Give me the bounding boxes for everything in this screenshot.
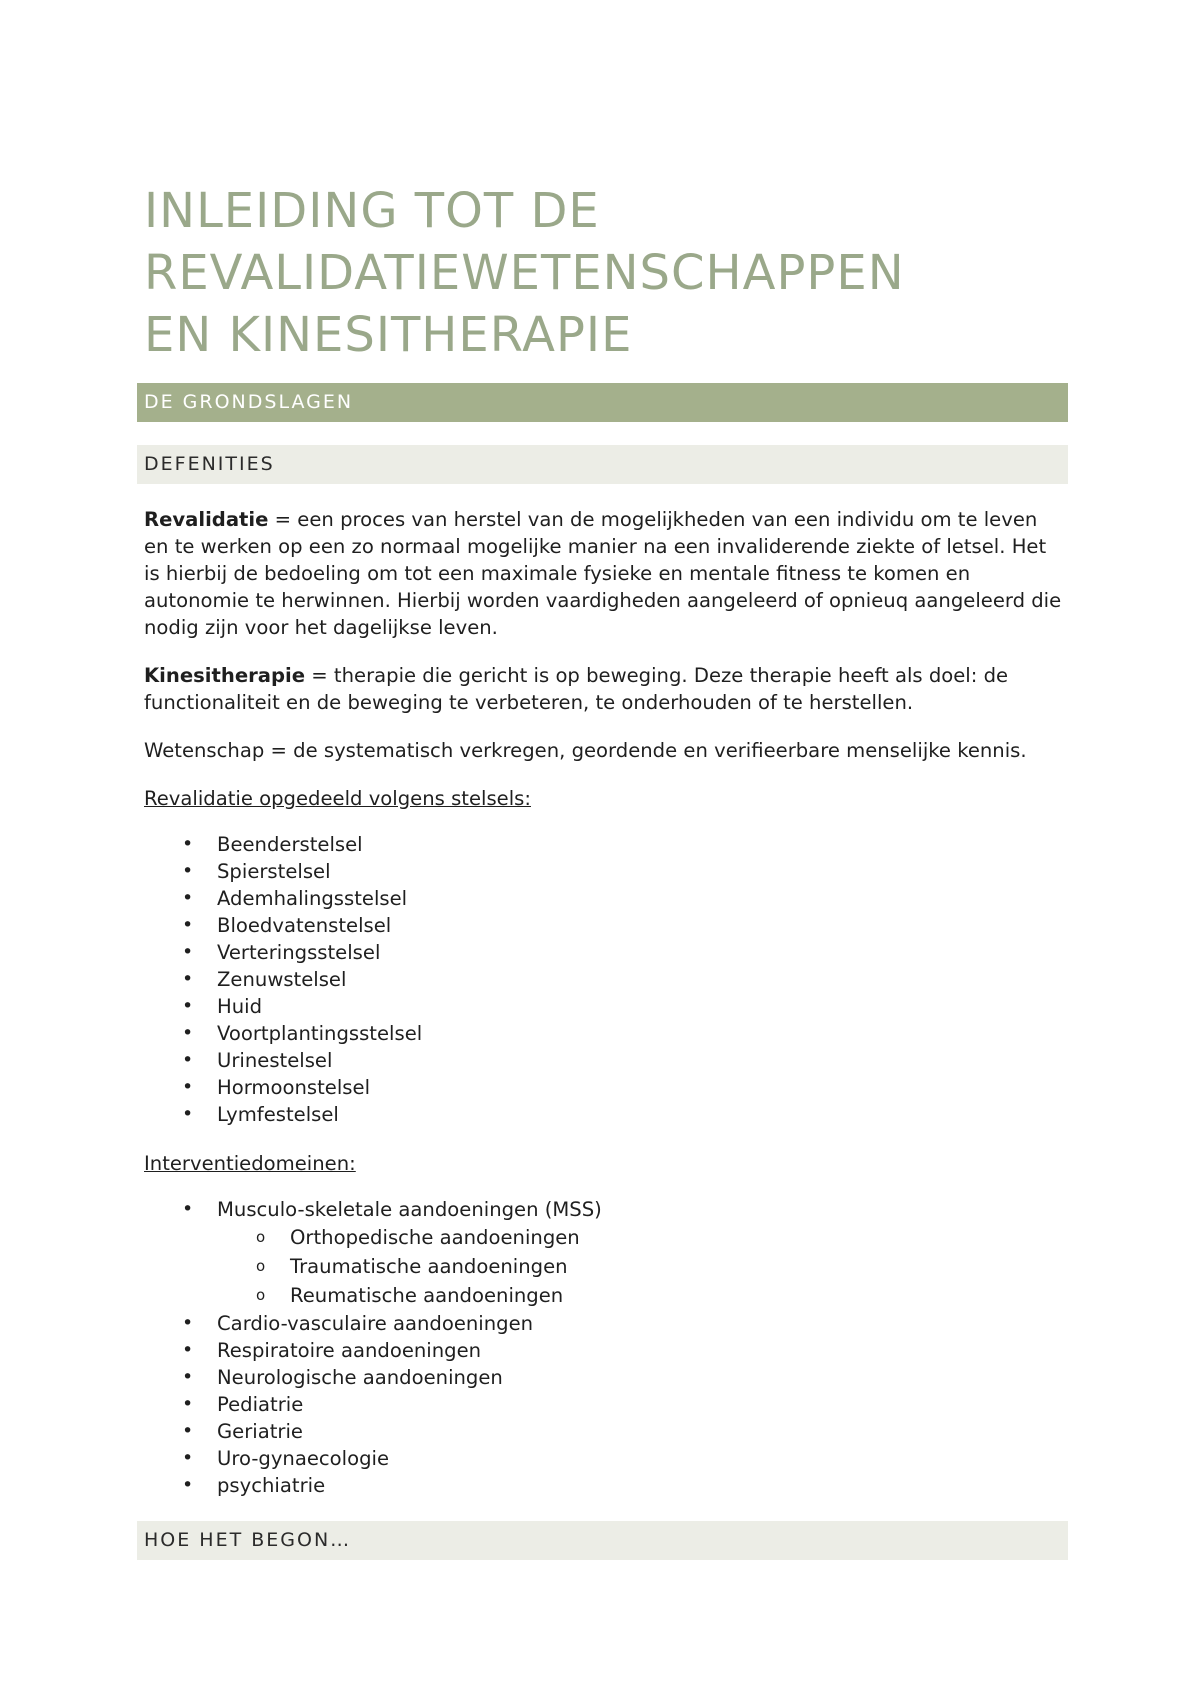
bullet-icon: • [182,1339,194,1361]
title-line-1: INLEIDING TOT DE [144,183,600,239]
bullet-icon: • [182,887,194,909]
list-item [144,1020,422,1047]
list-item [144,993,422,1020]
term-revalidatie: Revalidatie [144,508,269,531]
heading-hoe-het-begon: HOE HET BEGON… [137,1521,1068,1560]
sublist-item [144,1281,602,1310]
paragraph-revalidatie [144,506,1064,641]
sublist-item-label: Orthopedische aandoeningen [290,1226,580,1249]
circle-bullet-icon: o [256,1257,266,1275]
list-item-label: Bloedvatenstelsel [217,914,392,937]
sublist-item [144,1223,602,1252]
list-item [144,1445,602,1472]
bullet-icon: • [182,941,194,963]
list-item-label: Musculo-skeletale aandoeningen (MSS) [217,1198,602,1221]
bullet-icon: • [182,1049,194,1071]
list-item-label: Pediatrie [217,1393,304,1416]
definition-kinesitherapie: = therapie die gericht is op beweging. Deze therapie heeft als doel: de functionaliteit en de beweging te verbeteren, te onderhouden of te herstellen. [144,664,1009,714]
bullet-icon: • [182,833,194,855]
term-kinesitherapie: Kinesitherapie [144,664,306,687]
list-item [144,1047,422,1074]
list-item [144,831,422,858]
list-item-label: Huid [217,995,263,1018]
heading-grondslagen: DE GRONDSLAGEN [137,383,1068,422]
list-item-label: Geriatrie [217,1420,303,1443]
list-item [144,1418,602,1445]
circle-bullet-icon: o [256,1228,266,1246]
bullet-icon: • [182,1312,194,1334]
title-line-3: EN KINESITHERAPIE [144,307,633,363]
sublist-item-label: Traumatische aandoeningen [290,1255,568,1278]
heading-definities: DEFENITIES [137,445,1068,484]
list-item-label: Verteringsstelsel [217,941,381,964]
list-stelsels [144,831,422,1128]
list-item-label: Ademhalingsstelsel [217,887,408,910]
document-title [144,180,1084,366]
bullet-icon: • [182,1420,194,1442]
paragraph-kinesitherapie [144,662,1064,716]
bullet-icon: • [182,1198,194,1220]
list-item [144,858,422,885]
list-item [144,1310,602,1337]
bullet-icon: • [182,860,194,882]
title-line-2: REVALIDATIEWETENSCHAPPEN [144,245,905,301]
list-item-label: Uro-gynaecologie [217,1447,390,1470]
list-item [144,912,422,939]
list-item [144,1391,602,1418]
list-item [144,1074,422,1101]
list-item [144,966,422,993]
list-item-label: Voortplantingsstelsel [217,1022,423,1045]
list-item [144,939,422,966]
list-item-label: Lymfestelsel [217,1103,339,1126]
bullet-icon: • [182,914,194,936]
subheading-interventiedomeinen: Interventiedomeinen: [144,1152,356,1175]
circle-bullet-icon: o [256,1286,266,1304]
list-item [144,1337,602,1364]
list-item-label: Cardio-vasculaire aandoeningen [217,1312,534,1335]
list-item-label: Urinestelsel [217,1049,333,1072]
subheading-stelsels: Revalidatie opgedeeld volgens stelsels: [144,787,531,810]
bullet-icon: • [182,1103,194,1125]
bullet-icon: • [182,968,194,990]
list-item-mss [144,1196,602,1310]
bullet-icon: • [182,1366,194,1388]
bullet-icon: • [182,1076,194,1098]
bullet-icon: • [182,1474,194,1496]
list-item [144,1101,422,1128]
definition-revalidatie: = een proces van herstel van de mogelijkheden van een individu om te leven en te werken op een zo normaal mogelijke manier na een invaliderende ziekte of letsel. Het is hierbij de bedoeling om tot een maximale fysieke en mentale fitness te komen en autonomie te herwinnen. Hierbij worden vaardigheden aangeleerd of opnieuq aangeleerd die nodig zijn voor het dagelijkse leven. [144,508,1062,639]
list-item-label: Respiratoire aandoeningen [217,1339,482,1362]
bullet-icon: • [182,1393,194,1415]
list-item-label: Hormoonstelsel [217,1076,371,1099]
bullet-icon: • [182,995,194,1017]
list-item-label: Neurologische aandoeningen [217,1366,503,1389]
list-item [144,1364,602,1391]
list-interventiedomeinen [144,1196,602,1499]
list-item-label: Beenderstelsel [217,833,363,856]
bullet-icon: • [182,1447,194,1469]
bullet-icon: • [182,1022,194,1044]
list-item-label: psychiatrie [217,1474,326,1497]
list-item-label: Spierstelsel [217,860,331,883]
list-item-label: Zenuwstelsel [217,968,347,991]
sublist-item-label: Reumatische aandoeningen [290,1284,564,1307]
paragraph-wetenschap: Wetenschap = de systematisch verkregen, geordende en verifieerbare menselijke kennis. [144,739,1027,762]
list-item [144,1472,602,1499]
list-item [144,885,422,912]
sublist-item [144,1252,602,1281]
sublist-mss [217,1223,602,1310]
